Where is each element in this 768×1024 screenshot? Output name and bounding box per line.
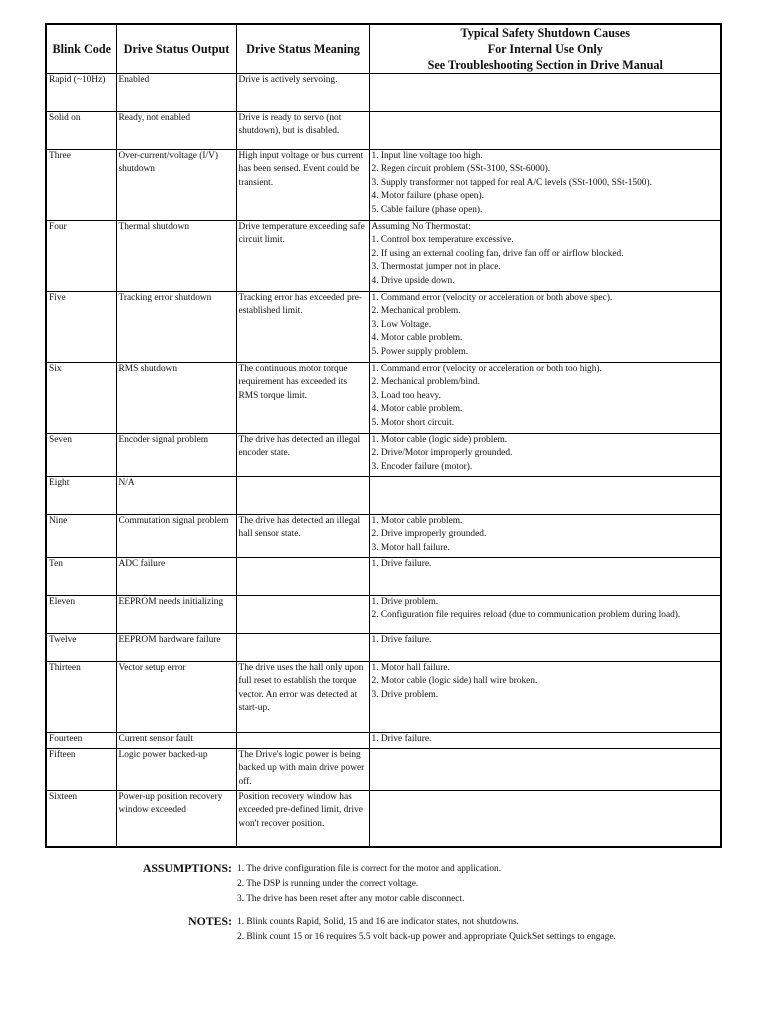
note-item: 1. Blink counts Rapid, Solid, 15 and 16 are indicator states, not shutdowns. [237, 917, 520, 927]
status-output-cell: Ready, not enabled [116, 112, 236, 150]
shutdown-causes-cell: 1. Motor cable (logic side) problem. 2. Drive/Motor improperly grounded. 3. Encoder failure (motor). [369, 434, 721, 477]
shutdown-causes-cell: 1. Input line voltage too high. 2. Regen circuit problem (SSt-3100, SSt-6000). 3. Supply transformer not tapped for real A/C levels (SSt-1000, SSt-1500). 4. Motor failure (phase open). 5. Cable failure (phase open). [369, 150, 721, 221]
table-row [46, 733, 721, 749]
blink-code-cell: Ten [46, 558, 116, 596]
status-output-cell: Commutation signal problem [116, 515, 236, 558]
status-output-cell: Tracking error shutdown [116, 292, 236, 363]
shutdown-causes-cell [369, 74, 721, 112]
table-row [46, 558, 721, 596]
blink-code-cell: Three [46, 150, 116, 221]
status-output-cell: Thermal shutdown [116, 221, 236, 292]
assumption-item: 1. The drive configuration file is correct for the motor and application. [237, 864, 502, 874]
table-row [46, 112, 721, 150]
table-row [46, 634, 721, 662]
blink-code-cell: Rapid (~10Hz) [46, 74, 116, 112]
header-row [46, 24, 721, 74]
table-row [46, 477, 721, 515]
status-meaning-cell: Position recovery window has exceeded pre-defined limit, drive won't recover position. [236, 791, 369, 847]
status-meaning-cell [236, 596, 369, 634]
shutdown-causes-cell: 1. Command error (velocity or acceleration or both too high). 2. Mechanical problem/bind. 3. Load too heavy. 4. Motor cable problem. 5. Motor short circuit. [369, 363, 721, 434]
table-row [46, 434, 721, 477]
shutdown-causes-cell: 1. Drive failure. [369, 558, 721, 596]
shutdown-causes-cell: 1. Drive failure. [369, 733, 721, 749]
table-row [46, 74, 721, 112]
assumption-item: 3. The drive has been reset after any motor cable disconnect. [237, 894, 465, 904]
blink-code-cell: Nine [46, 515, 116, 558]
blink-code-cell: Five [46, 292, 116, 363]
status-meaning-cell: The drive has detected an illegal encoder state. [236, 434, 369, 477]
status-output-cell: RMS shutdown [116, 363, 236, 434]
blink-code-cell: Six [46, 363, 116, 434]
status-meaning-cell: The continuous motor torque requirement has exceeded its RMS torque limit. [236, 363, 369, 434]
status-meaning-cell: The drive has detected an illegal hall sensor state. [236, 515, 369, 558]
shutdown-causes-cell [369, 112, 721, 150]
assumptions-list [237, 862, 501, 907]
status-meaning-cell: Drive is ready to servo (not shutdown), but is disabled. [236, 112, 369, 150]
blink-code-cell: Four [46, 221, 116, 292]
blink-code-cell: Twelve [46, 634, 116, 662]
blink-code-cell: Eleven [46, 596, 116, 634]
assumptions-label: ASSUMPTIONS: [142, 861, 232, 875]
status-output-cell: Over-current/voltage (I/V) shutdown [116, 150, 236, 221]
status-output-cell: EEPROM hardware failure [116, 634, 236, 662]
header-drive-status-output: Drive Status Output [116, 24, 236, 74]
table-row [46, 363, 721, 434]
blink-code-cell: Seven [46, 434, 116, 477]
shutdown-causes-cell: Assuming No Thermostat: 1. Control box temperature excessive. 2. If using an external cooling fan, drive fan off or airflow blocked. 3. Thermostat jumper not in place. 4. Drive upside down. [369, 221, 721, 292]
status-output-cell: EEPROM needs initializing [116, 596, 236, 634]
shutdown-causes-cell [369, 477, 721, 515]
table-row [46, 515, 721, 558]
assumption-item: 2. The DSP is running under the correct voltage. [237, 879, 419, 889]
blink-code-cell: Sixteen [46, 791, 116, 847]
header-drive-status-meaning: Drive Status Meaning [236, 24, 369, 74]
header-causes-line-1: Typical Safety Shutdown Causes [460, 26, 630, 40]
status-output-cell: Current sensor fault [116, 733, 236, 749]
blink-code-table [45, 23, 722, 848]
table-row [46, 749, 721, 791]
status-meaning-cell [236, 477, 369, 515]
status-output-cell: Vector setup error [116, 662, 236, 733]
status-output-cell: N/A [116, 477, 236, 515]
blink-code-cell: Thirteen [46, 662, 116, 733]
shutdown-causes-cell [369, 791, 721, 847]
status-meaning-cell [236, 733, 369, 749]
header-shutdown-causes [369, 24, 721, 74]
status-meaning-cell: Drive is actively servoing. [236, 74, 369, 112]
status-output-cell: Enabled [116, 74, 236, 112]
blink-code-cell: Fifteen [46, 749, 116, 791]
notes-list [237, 915, 616, 945]
blink-code-cell: Eight [46, 477, 116, 515]
status-meaning-cell: Tracking error has exceeded pre-established limit. [236, 292, 369, 363]
table-row [46, 221, 721, 292]
blink-code-cell: Fourteen [46, 733, 116, 749]
shutdown-causes-cell: 1. Motor cable problem. 2. Drive improperly grounded. 3. Motor hall failure. [369, 515, 721, 558]
status-meaning-cell: Drive temperature exceeding safe circuit limit. [236, 221, 369, 292]
note-item: 2. Blink count 15 or 16 requires 5.5 volt back-up power and appropriate QuickSet settings to engage. [237, 932, 616, 942]
status-meaning-cell: High input voltage or bus current has been sensed. Event could be transient. [236, 150, 369, 221]
shutdown-causes-cell: 1. Drive failure. [369, 634, 721, 662]
status-meaning-cell: The Drive's logic power is being backed up with main drive power off. [236, 749, 369, 791]
table-row [46, 150, 721, 221]
status-meaning-cell [236, 558, 369, 596]
notes-label: NOTES: [188, 914, 232, 928]
status-meaning-cell [236, 634, 369, 662]
status-output-cell: Power-up position recovery window exceeded [116, 791, 236, 847]
shutdown-causes-cell: 1. Motor hall failure. 2. Motor cable (logic side) hall wire broken. 3. Drive problem. [369, 662, 721, 733]
table-row [46, 292, 721, 363]
table-row [46, 791, 721, 847]
status-meaning-cell: The drive uses the hall only upon full reset to establish the torque vector. An error was detected at start-up. [236, 662, 369, 733]
blink-code-cell: Solid on [46, 112, 116, 150]
table-row [46, 596, 721, 634]
shutdown-causes-cell [369, 749, 721, 791]
header-causes-line-3: See Troubleshooting Section in Drive Manual [427, 58, 663, 72]
shutdown-causes-cell: 1. Drive problem. 2. Configuration file requires reload (due to communication problem during load). [369, 596, 721, 634]
status-output-cell: Encoder signal problem [116, 434, 236, 477]
shutdown-causes-cell: 1. Command error (velocity or acceleration or both above spec). 2. Mechanical problem. 3. Low Voltage. 4. Motor cable problem. 5. Power supply problem. [369, 292, 721, 363]
header-causes-line-2: For Internal Use Only [487, 42, 603, 56]
status-output-cell: ADC failure [116, 558, 236, 596]
header-blink-code: Blink Code [46, 24, 116, 74]
status-output-cell: Logic power backed-up [116, 749, 236, 791]
table-row [46, 662, 721, 733]
